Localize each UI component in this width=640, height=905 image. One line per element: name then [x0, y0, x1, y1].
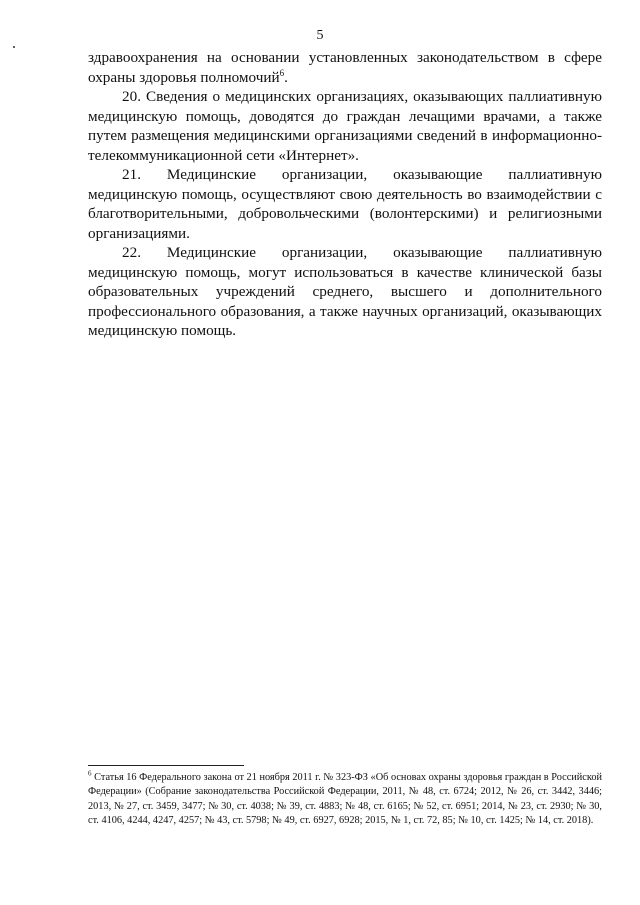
- paragraph-20: 20. Сведения о медицинских организациях, оказывающих паллиативную медицинскую помощь, доводятся до граждан лечащими врачами, а также путем размещения медицинскими организациями сведений в информационно-телекоммуникационной сети «Интернет».: [88, 88, 602, 164]
- footnote-text: Статья 16 Федерального закона от 21 ноября 2011 г. № 323-ФЗ «Об основах охраны здоровья граждан в Российской Федерации» (Собрание законодательства Российской Федерации, 2011, № 48, ст. 6724; 2012, № 26, ст. 3442, 3446; 2013, № 27, ст. 3459, 3477; № 30, ст. 4038; № 39, ст. 4883; № 48, ст. 6165; № 52, ст. 6951; 2014, № 23, ст. 2930; № 30, ст. 4106, 4244, 4247, 4257; № 43, ст. 5798; № 49, ст. 6927, 6928; 2015, № 1, ст. 72, 85; № 10, ст. 1425; № 14, ст. 2018).: [88, 772, 602, 827]
- paragraph-22: 22. Медицинские организации, оказывающие паллиативную медицинскую помощь, могут использоваться в качестве клинической базы образовательных учреждений среднего, высшего и дополнительного профессионального образования, а также научных организаций, оказывающих медицинскую помощь.: [88, 244, 602, 339]
- page-number: 5: [316, 28, 324, 43]
- intro-paragraph: [88, 48, 602, 87]
- footnote-reference: 6: [279, 67, 285, 78]
- intro-paragraph-end: .: [284, 68, 288, 86]
- intro-paragraph-text: здравоохранения на основании установленных законодательством в сфере охраны здоровья полномочий: [88, 49, 602, 86]
- footnote: [88, 771, 602, 829]
- paragraph-21: 21. Медицинские организации, оказывающие паллиативную медицинскую помощь, осуществляют свою деятельность во взаимодействии с благотворительными, добровольческими (волонтерскими) и религиозными организациями.: [88, 166, 602, 242]
- scan-speck: [13, 46, 15, 48]
- document-body: [88, 48, 602, 341]
- footnote-marker: 6: [88, 769, 92, 778]
- footnote-separator: [88, 765, 244, 766]
